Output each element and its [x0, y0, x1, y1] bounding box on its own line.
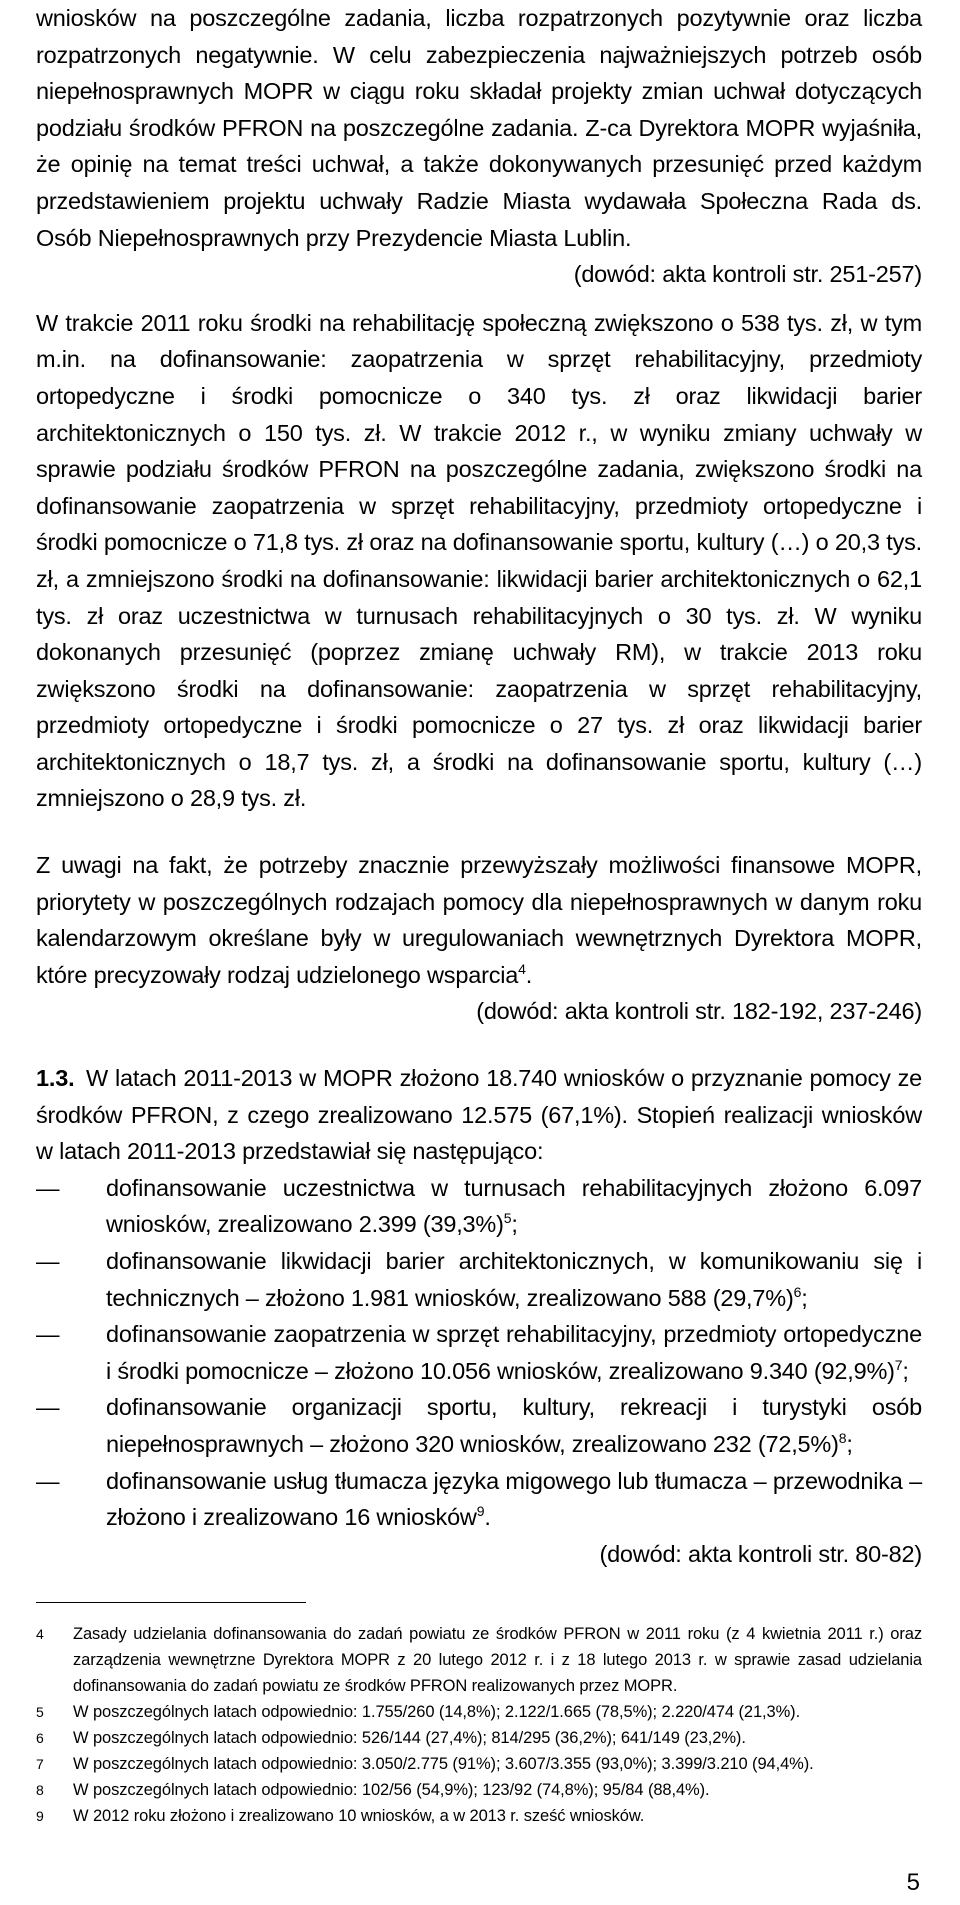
- paragraph-3: [36, 847, 922, 993]
- footnote-ref-4: 4: [518, 961, 526, 978]
- bullet-end: ;: [846, 1430, 853, 1457]
- paragraph-1: wniosków na poszczególne zadania, liczba rozpatrzonych pozytywnie oraz liczba rozpatrzonych negatywnie. W celu zabezpieczenia najważniejszych potrzeb osób niepełnosprawnych MOPR w ciągu roku składał projekty zmian uchwał dotyczących podziału środków PFRON na poszczególne zadania. Z-ca Dyrektora MOPR wyjaśniła, że opinię na temat treści uchwał, a także dokonywanych przesunięć przed każdym przedstawieniem projektu uchwały Radzie Miasta wydawała Społeczna Rada ds. Osób Niepełnosprawnych przy Prezydencie Miasta Lublin.: [36, 5, 922, 251]
- bullet-dash: —: [36, 1394, 60, 1421]
- footnote-text: Zasady udzielania dofinansowania do zadań powiatu ze środków PFRON w 2011 roku (z 4 kwietnia 2011 r.) oraz zarządzenia wewnętrzne Dyrektora MOPR z 20 lutego 2012 r. i z 18 lutego 2013 r. w sprawie zasad udzielania dofinansowania do zadań powiatu ze środków PFRON realizowanych przez MOPR.: [73, 1625, 922, 1696]
- bullet-item: [36, 1316, 922, 1389]
- footnote-item: [36, 1751, 922, 1777]
- footnote-ref: 5: [503, 1210, 512, 1227]
- evidence-citation-1: (dowód: akta kontroli str. 251-257): [573, 261, 922, 288]
- bullet-text: dofinansowanie organizacji sportu, kultury, rekreacji i turystyki osób niepełnosprawnych – złożono 320 wniosków, zrealizowano 232 (72,5%): [106, 1394, 922, 1457]
- section-number: 1.3.: [36, 1065, 75, 1092]
- bullet-item: [36, 1170, 922, 1243]
- paragraph-4: [36, 1060, 922, 1170]
- bullet-item: [36, 1389, 922, 1462]
- main-text: [36, 0, 922, 1572]
- footnote-item: [36, 1803, 922, 1829]
- bullet-list: [36, 1170, 922, 1536]
- footnote-item: [36, 1699, 922, 1725]
- footnote-text: W poszczególnych latach odpowiednio: 102/56 (54,9%); 123/92 (74,8%); 95/84 (88,4%).: [73, 1781, 710, 1800]
- bullet-end: ;: [801, 1284, 808, 1311]
- footnote-number: 9: [36, 1808, 44, 1825]
- footnote-number: 6: [36, 1730, 44, 1747]
- footnote-text: W poszczególnych latach odpowiednio: 526/144 (27,4%); 814/295 (36,2%); 641/149 (23,2%).: [73, 1729, 746, 1748]
- bullet-text: dofinansowanie uczestnictwa w turnusach rehabilitacyjnych złożono 6.097 wniosków, zrealizowano 2.399 (39,3%): [106, 1174, 922, 1238]
- evidence-citation-3: (dowód: akta kontroli str. 80-82): [599, 1540, 922, 1567]
- bullet-text: dofinansowanie usług tłumacza języka migowego lub tłumacza – przewodnika – złożono i zrealizowano 16 wniosków: [106, 1467, 922, 1531]
- footnote-number: 8: [36, 1782, 44, 1799]
- footnote-number: 7: [36, 1756, 44, 1773]
- bullet-end: ;: [511, 1211, 518, 1238]
- paragraph-3-text: Z uwagi na fakt, że potrzeby znacznie przewyższały możliwości finansowe MOPR, priorytety w poszczególnych rodzajach pomocy dla niepełnosprawnych w danym roku kalendarzowym określane były w uregulowaniach wewnętrznych Dyrektora MOPR, które precyzowały rodzaj udzielonego wsparcia: [36, 852, 922, 988]
- paragraph-4-text: W latach 2011-2013 w MOPR złożono 18.740 wniosków o przyznanie pomocy ze środków PFRON, z czego zrealizowano 12.575 (67,1%). Stopień realizacji wniosków w latach 2011-2013 przedstawiał się następująco:: [36, 1065, 922, 1165]
- footnote-ref: 7: [894, 1356, 903, 1373]
- bullet-text: dofinansowanie likwidacji barier architektonicznych, w komunikowaniu się i technicznych – złożono 1.981 wniosków, zrealizowano 588 (29,7%): [106, 1248, 922, 1311]
- footnote-ref: 6: [793, 1283, 802, 1300]
- footnotes: [36, 1621, 922, 1829]
- footnote-text: W poszczególnych latach odpowiednio: 3.050/2.775 (91%); 3.607/3.355 (93,0%); 3.399/3.210 (94,4%).: [73, 1755, 814, 1774]
- footnote-ref: 8: [838, 1430, 847, 1447]
- bullet-text: dofinansowanie zaopatrzenia w sprzęt rehabilitacyjny, przedmioty ortopedyczne i środki pomocnicze – złożono 10.056 wniosków, zrealizowano 9.340 (92,9%): [106, 1321, 922, 1384]
- paragraph-2: W trakcie 2011 roku środki na rehabilitację społeczną zwiększono o 538 tys. zł, w tym m.in. na dofinansowanie: zaopatrzenia w sprzęt rehabilitacyjny, przedmioty ortopedyczne i środki pomocnicze o 340 tys. zł oraz likwidacji barier architektonicznych o 150 tys. zł. W trakcie 2012 r., w wyniku zmiany uchwały w sprawie podziału środków PFRON na poszczególne zadania, zwiększono środki na dofinansowanie zaopatrzenia w sprzęt rehabilitacyjny, przedmioty ortopedyczne i środki pomocnicze o 71,8 tys. zł oraz na dofinansowanie sportu, kultury (…) o 20,3 tys. zł, a zmniejszono środki na dofinansowanie: likwidacji barier architektonicznych o 62,1 tys. zł oraz uczestnictwa w turnusach rehabilitacyjnych o 30 tys. zł. W wyniku dokonanych przesunięć (poprzez zmianę uchwały RM), w trakcie 2013 roku zwiększono środki na dofinansowanie: zaopatrzenia w sprzęt rehabilitacyjny, przedmioty ortopedyczne i środki pomocnicze o 27 tys. zł oraz likwidacji barier architektonicznych o 18,7 tys. zł, a środki na dofinansowanie sportu, kultury (…) zmniejszono o 28,9 tys. zł.: [36, 309, 922, 812]
- paragraph-3-end: .: [525, 961, 533, 988]
- footnote-divider: [36, 1602, 306, 1603]
- footnote-text: W poszczególnych latach odpowiednio: 1.755/260 (14,8%); 2.122/1.665 (78,5%); 2.220/474 (21,3%).: [73, 1703, 801, 1722]
- bullet-dash: —: [36, 1248, 60, 1274]
- footnote-ref: 9: [476, 1503, 485, 1520]
- footnote-number: 5: [36, 1704, 44, 1721]
- bullet-dash: —: [36, 1174, 60, 1201]
- bullet-dash: —: [36, 1467, 60, 1494]
- bullet-end: ;: [902, 1357, 909, 1384]
- bullet-dash: —: [36, 1321, 60, 1348]
- footnote-number: 4: [36, 1626, 44, 1643]
- page-number: 5: [906, 1869, 920, 1896]
- footnote-text: W 2012 roku złożono i zrealizowano 10 wniosków, a w 2013 r. sześć wniosków.: [73, 1807, 645, 1826]
- document-page: [36, 0, 922, 1905]
- bullet-item: [36, 1463, 922, 1536]
- bullet-item: [36, 1243, 922, 1316]
- footnote-item: [36, 1621, 922, 1699]
- footnote-item: [36, 1777, 922, 1803]
- evidence-citation-2: (dowód: akta kontroli str. 182-192, 237-246): [476, 998, 922, 1025]
- footnote-item: [36, 1725, 922, 1751]
- bullet-end: .: [484, 1504, 491, 1531]
